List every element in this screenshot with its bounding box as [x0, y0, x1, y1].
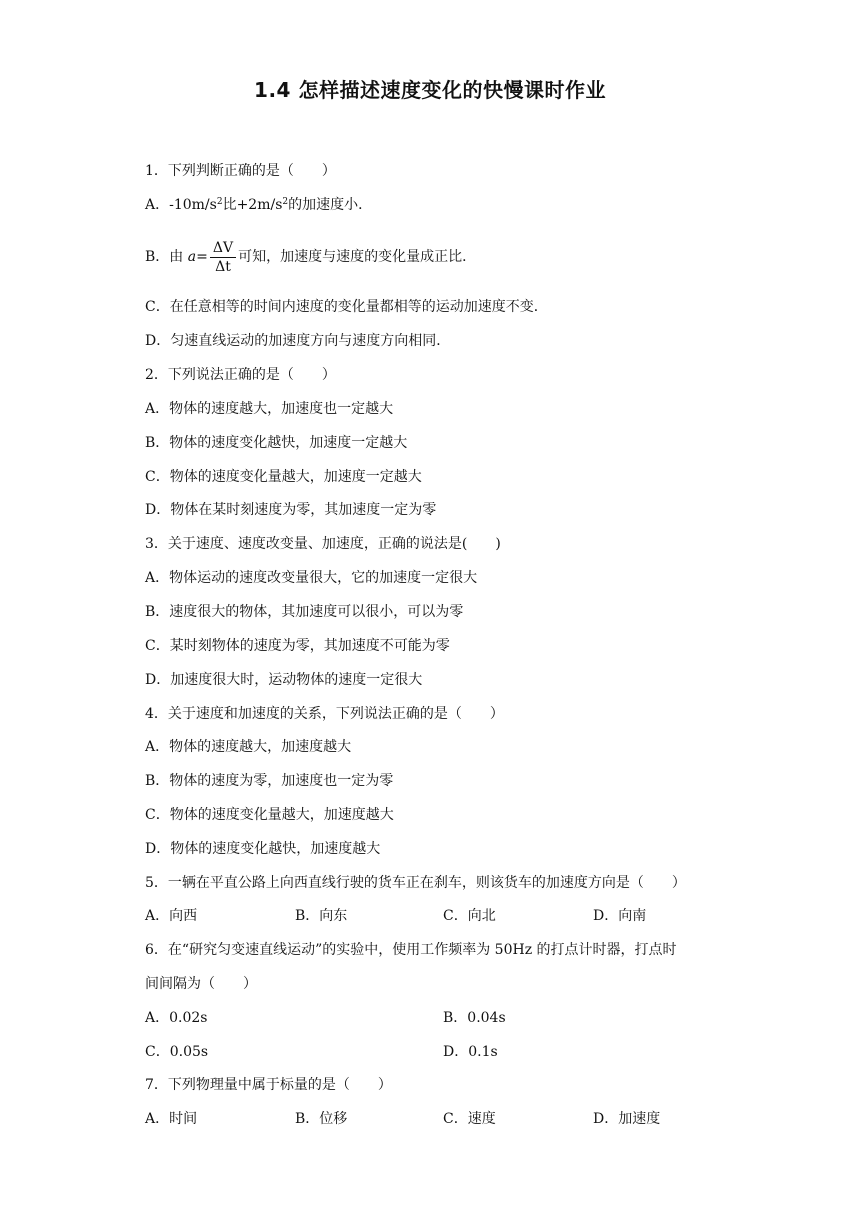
q1-option-c: C．在任意相等的时间内速度的变化量都相等的运动加速度不变．	[145, 299, 548, 315]
q7-option-b: B．位移	[295, 1111, 348, 1127]
q3-option-a: A．物体运动的速度改变量很大，它的加速度一定很大	[145, 570, 478, 586]
q5-stem: 5．一辆在平直公路上向西直线行驶的货车正在刹车，则该货车的加速度方向是（ ）	[145, 875, 686, 891]
q2-option-b: B．物体的速度变化越快，加速度一定越大	[145, 435, 408, 451]
page-title: 1.4 怎样描述速度变化的快慢课时作业	[254, 78, 606, 102]
q1-b-var: a	[187, 249, 197, 265]
q4-stem: 4．关于速度和加速度的关系，下列说法正确的是（ ）	[145, 706, 504, 722]
q5-option-b: B．向东	[295, 908, 348, 924]
q1-a-pre: A．-10m/s	[145, 197, 217, 213]
q7-option-d: D．加速度	[593, 1111, 661, 1127]
q1-stem: 1．下列判断正确的是（ ）	[145, 163, 336, 179]
q1-b-eq: =	[196, 249, 208, 265]
q3-option-d: D．加速度很大时，运动物体的速度一定很大	[145, 672, 423, 688]
q4-option-b: B．物体的速度为零，加速度也一定为零	[145, 773, 394, 789]
q3-stem: 3．关于速度、速度改变量、加速度，正确的说法是( )	[145, 536, 501, 552]
q1-b-pre: B．由	[145, 249, 188, 265]
q1-b-fraction	[210, 239, 236, 276]
q6-option-d: D．0.1s	[443, 1044, 498, 1060]
q4-option-a: A．物体的速度越大，加速度越大	[145, 739, 352, 755]
q3-option-b: B．速度很大的物体，其加速度可以很小，可以为零	[145, 604, 464, 620]
q6-stem-line1: 6．在“研究匀变速直线运动”的实验中，使用工作频率为 50Hz 的打点计时器，打点时	[145, 942, 677, 958]
q1-option-d: D．匀速直线运动的加速度方向与速度方向相同．	[145, 333, 451, 349]
q1-a-mid: 比+2m/s	[222, 197, 283, 213]
q6-option-c: C．0.05s	[145, 1044, 209, 1060]
q1-b-post: 可知，加速度与速度的变化量成正比．	[238, 249, 477, 265]
q2-option-d: D．物体在某时刻速度为零，其加速度一定为零	[145, 502, 437, 518]
q7-stem: 7．下列物理量中属于标量的是（ ）	[145, 1077, 392, 1093]
fraction-denominator: Δt	[215, 258, 231, 275]
q5-option-a: A．向西	[145, 908, 198, 924]
q6-option-b: B．0.04s	[443, 1010, 506, 1026]
q4-option-d: D．物体的速度变化越快，加速度越大	[145, 841, 381, 857]
q2-option-a: A．物体的速度越大，加速度也一定越大	[145, 401, 394, 417]
q7-option-c: C．速度	[443, 1111, 496, 1127]
q1-option-b	[145, 238, 735, 276]
q7-option-a: A．时间	[145, 1111, 198, 1127]
q1-a-sup2: 2	[282, 197, 289, 207]
q6-option-a: A．0.02s	[145, 1010, 208, 1026]
q2-option-c: C．物体的速度变化量越大，加速度一定越大	[145, 469, 422, 485]
q1-a-sup1: 2	[216, 197, 223, 207]
q1-option-a	[145, 195, 735, 215]
q1-a-post: 的加速度小．	[288, 197, 373, 213]
fraction-numerator: ΔV	[210, 239, 236, 258]
q4-option-c: C．物体的速度变化量越大，加速度越大	[145, 807, 394, 823]
q5-option-c: C．向北	[443, 908, 496, 924]
q6-stem-line2: 间间隔为（ ）	[145, 976, 257, 992]
q5-option-d: D．向南	[593, 908, 647, 924]
q3-option-c: C．某时刻物体的速度为零，其加速度不可能为零	[145, 638, 450, 654]
q2-stem: 2．下列说法正确的是（ ）	[145, 367, 336, 383]
